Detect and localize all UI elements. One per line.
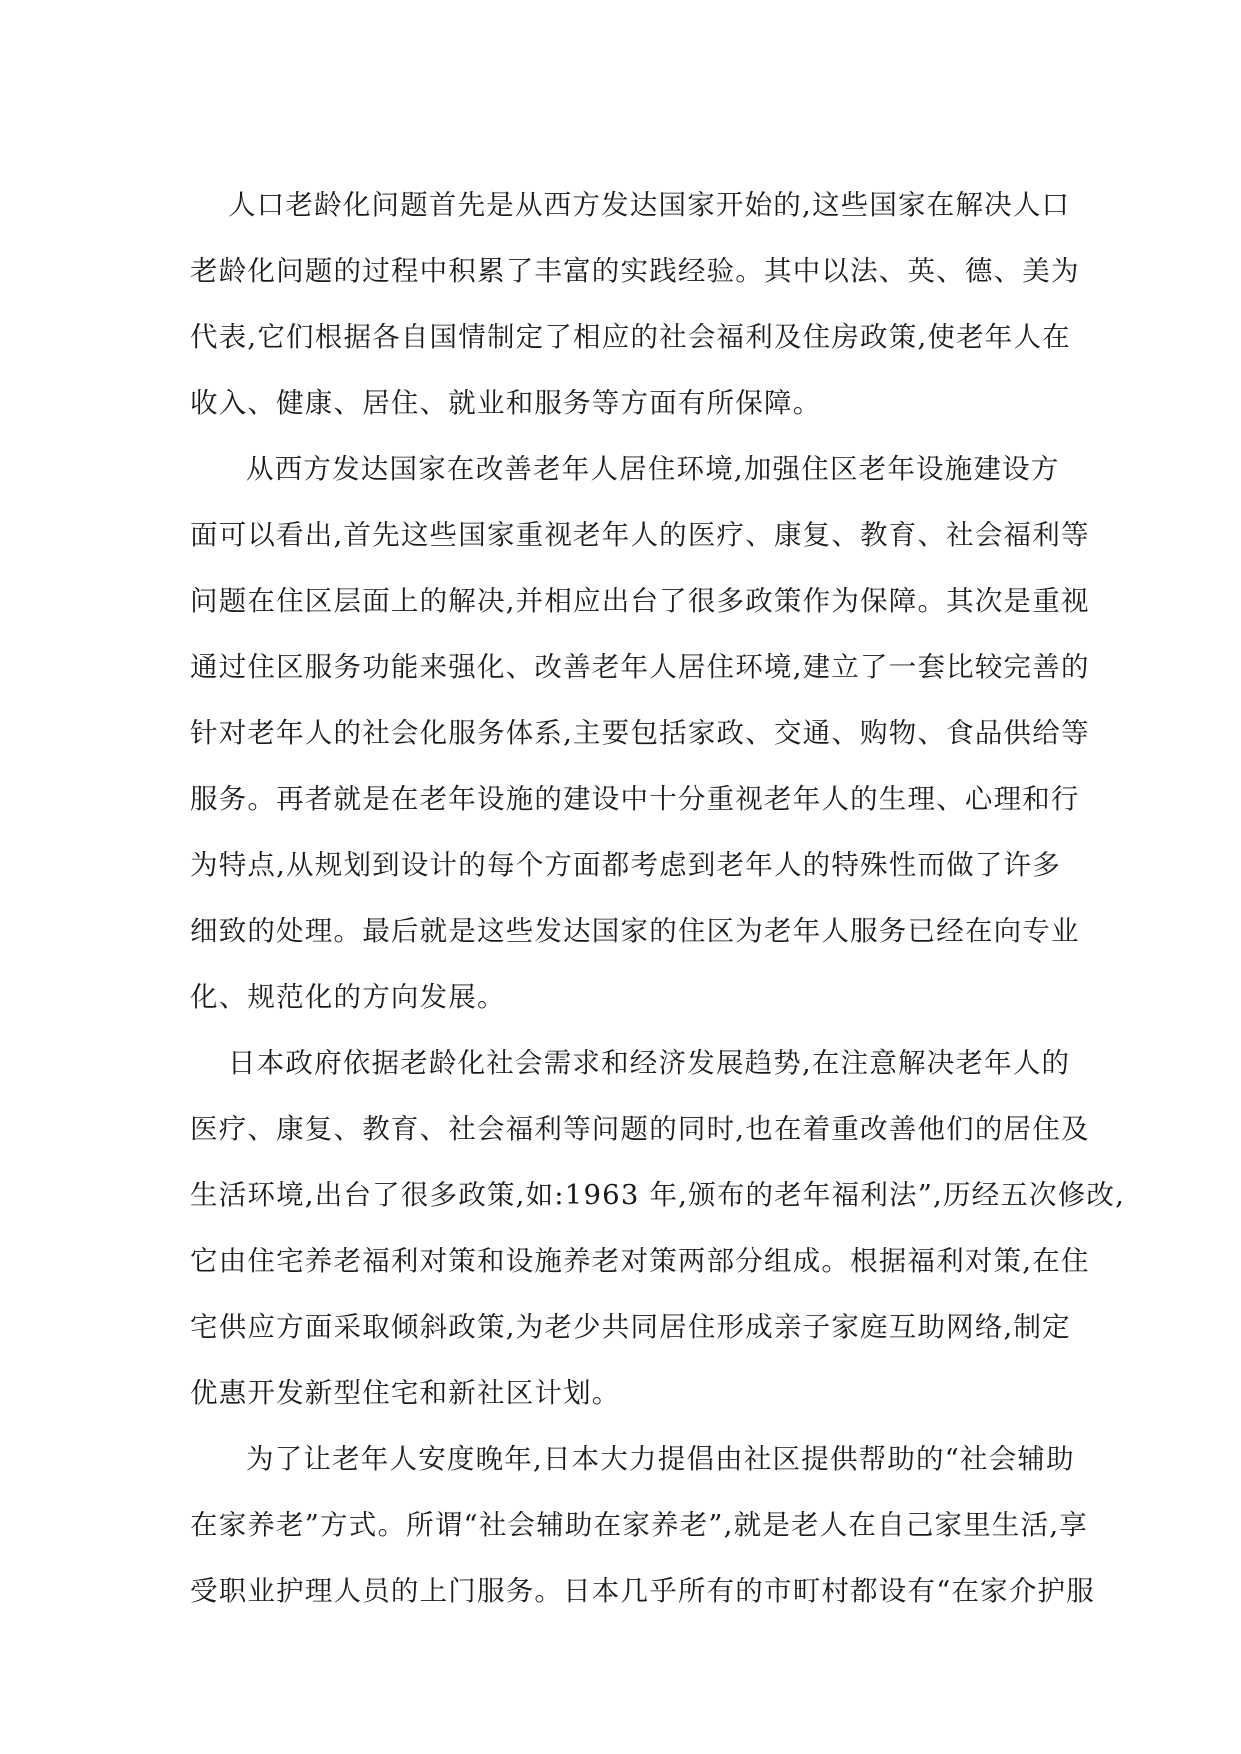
text-line: 服务。再者就是在老年设施的建设中十分重视老年人的生理、心理和行: [190, 783, 1080, 815]
paragraph-residential-environment: [190, 442, 1090, 1036]
text-line: 受职业护理人员的上门服务。日本几乎所有的市町村都设有“在家介护服: [190, 1575, 1095, 1607]
text-line: 医疗、康复、教育、社会福利等问题的同时,也在着重改善他们的居住及: [190, 1113, 1090, 1145]
text-line: 从西方发达国家在改善老年人居住环境,加强住区老年设施建设方: [246, 453, 1060, 485]
text-line: 代表,它们根据各自国情制定了相应的社会福利及住房政策,使老年人在: [190, 321, 1071, 353]
text-line: 细致的处理。最后就是这些发达国家的住区为老年人服务已经在向专业: [190, 915, 1080, 947]
text-line: 在家养老”方式。所谓“社会辅助在家养老”,就是老人在自己家里生活,享: [190, 1509, 1088, 1541]
text-line: 面可以看出,首先这些国家重视老年人的医疗、康复、教育、社会福利等: [190, 519, 1090, 551]
text-line: 收入、健康、居住、就业和服务等方面有所保障。: [190, 387, 822, 419]
text-line: 老龄化问题的过程中积累了丰富的实践经验。其中以法、英、德、美为: [190, 255, 1080, 287]
text-line: 通过住区服务功能来强化、改善老年人居住环境,建立了一套比较完善的: [190, 651, 1090, 683]
text-line: 为了让老年人安度晚年,日本大力提倡由社区提供帮助的“社会辅助: [246, 1443, 1075, 1475]
text-line: 日本政府依据老龄化社会需求和经济发展趋势,在注意解决老年人的: [228, 1047, 1071, 1079]
document-body: [190, 178, 1126, 1630]
text-line: 化、规范化的方向发展。: [190, 981, 506, 1013]
text-line: 优惠开发新型住宅和新社区计划。: [190, 1377, 621, 1409]
text-line: 它由住宅养老福利对策和设施养老对策两部分组成。根据福利对策,在住: [190, 1245, 1090, 1277]
text-line: 针对老年人的社会化服务体系,主要包括家政、交通、购物、食品供给等: [190, 717, 1090, 749]
text-line: 宅供应方面采取倾斜政策,为老少共同居住形成亲子家庭互助网络,制定: [190, 1311, 1071, 1343]
text-line: 为特点,从规划到设计的每个方面都考虑到老年人的特殊性而做了许多: [190, 849, 1061, 881]
paragraph-aging-western-countries: [190, 178, 1090, 442]
text-line: 人口老龄化问题首先是从西方发达国家开始的,这些国家在解决人口: [228, 189, 1071, 221]
paragraph-home-care: [190, 1432, 1095, 1630]
text-line: 问题在住区层面上的解决,并相应出台了很多政策作为保障。其次是重视: [190, 585, 1090, 617]
paragraph-japan-policy: [190, 1036, 1126, 1432]
text-line: 生活环境,出台了很多政策,如:1963 年,颁布的老年福利法”,历经五次修改,: [190, 1179, 1126, 1211]
